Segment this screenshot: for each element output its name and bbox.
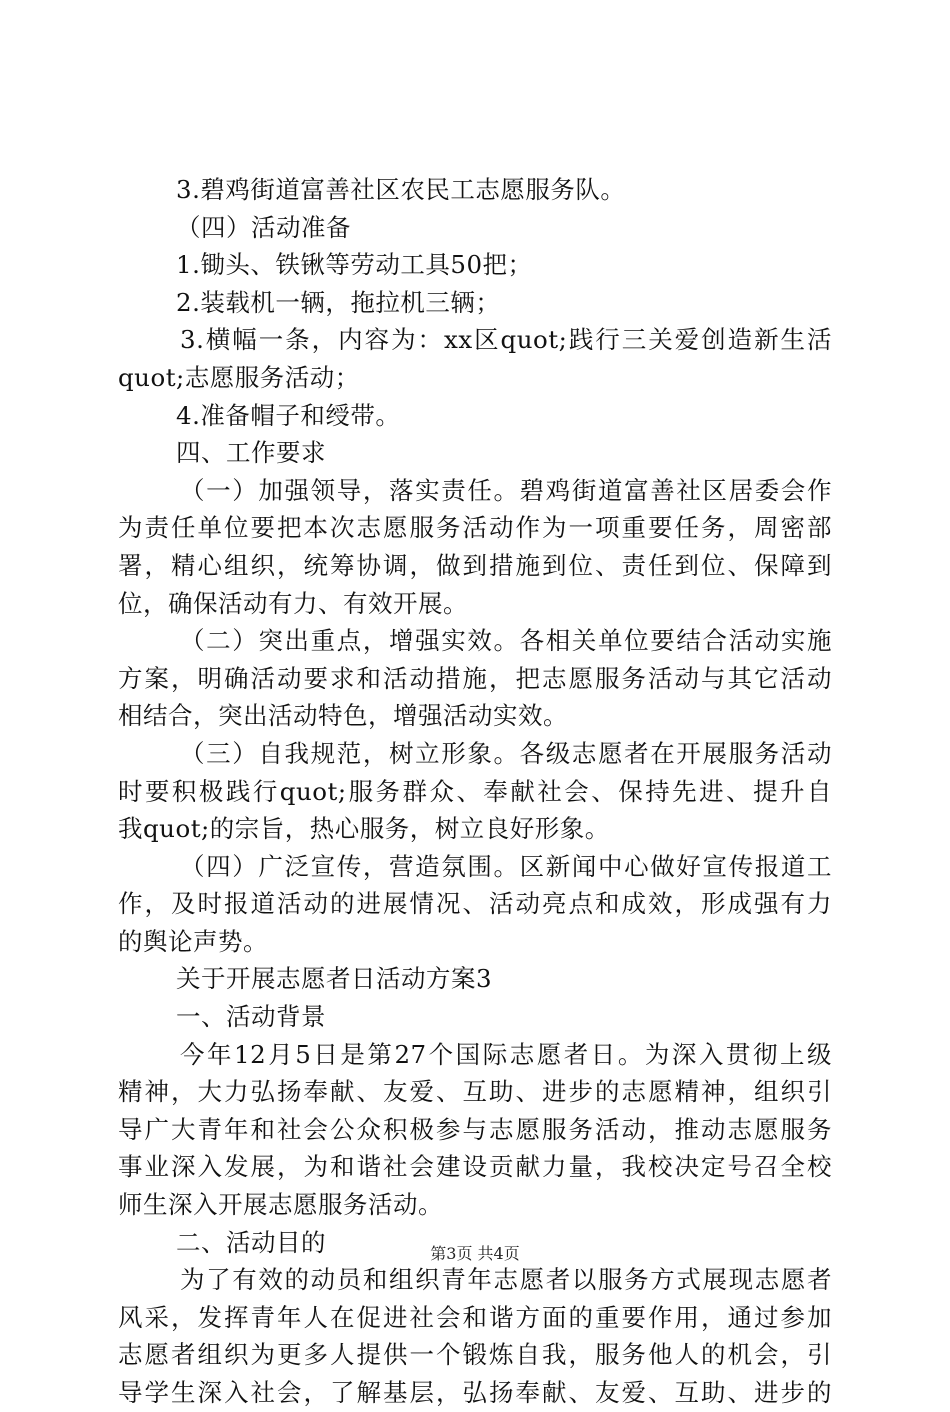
text-line: 署，精心组织，统筹协调，做到措施到位、责任到位、保障到 xyxy=(118,550,832,580)
document-body xyxy=(118,171,832,1412)
text-line: 方案，明确活动要求和活动措施，把志愿服务活动与其它活动 xyxy=(118,663,832,693)
text-line: （四）广泛宣传，营造氛围。区新闻中心做好宣传报道工 xyxy=(180,851,832,881)
section-heading: 一、活动背景 xyxy=(176,1002,326,1032)
text-line: 位，确保活动有力、有效开展。 xyxy=(118,588,468,618)
text-line: 3.碧鸡街道富善社区农民工志愿服务队。 xyxy=(176,175,626,204)
text-line: 时要积极践行quot;服务群众、奉献社会、保持先进、提升自 xyxy=(118,776,832,806)
section-heading: 二、活动目的 xyxy=(176,1227,326,1257)
text-line: quot;志愿服务活动； xyxy=(118,362,360,392)
text-line: （二）突出重点，增强实效。各相关单位要结合活动实施 xyxy=(180,626,832,656)
text-line: 作，及时报道活动的进展情况、活动亮点和成效，形成强有力 xyxy=(118,889,832,919)
text-line: 精神，大力弘扬奉献、友爱、互助、进步的志愿精神，组织引 xyxy=(118,1077,832,1107)
text-line: （三）自我规范，树立形象。各级志愿者在开展服务活动 xyxy=(180,738,832,768)
page-number-footer: 第3页 共4页 xyxy=(430,1244,520,1263)
text-line: （一）加强领导，落实责任。碧鸡街道富善社区居委会作 xyxy=(180,475,832,505)
text-line: 今年12月5日是第27个国际志愿者日。为深入贯彻上级 xyxy=(180,1039,832,1069)
text-line: 相结合，突出活动特色，增强活动实效。 xyxy=(118,701,568,731)
text-line: 为了有效的动员和组织青年志愿者以服务方式展现志愿者 xyxy=(180,1265,832,1295)
text-line: 2.装载机一辆，拖拉机三辆； xyxy=(176,287,501,317)
text-line: 3.横幅一条，内容为：xx区quot;践行三关爱创造新生活 xyxy=(180,325,832,355)
document-title: 关于开展志愿者日活动方案3 xyxy=(176,964,493,994)
section-heading: （四）活动准备 xyxy=(176,212,351,242)
text-line: 我quot;的宗旨，热心服务，树立良好形象。 xyxy=(118,814,610,844)
text-line: 事业深入发展，为和谐社会建设贡献力量，我校决定号召全校 xyxy=(118,1152,832,1182)
text-line: 志愿者组织为更多人提供一个锻炼自我，服务他人的机会，引 xyxy=(118,1340,832,1370)
text-line: 风采，发挥青年人在促进社会和谐方面的重要作用，通过参加 xyxy=(118,1302,832,1332)
text-line: 1.锄头、铁锹等劳动工具50把； xyxy=(176,250,533,280)
text-line: 导学生深入社会，了解基层，弘扬奉献、友爱、互助、进步的 xyxy=(118,1378,832,1407)
text-line: 4.准备帽子和绶带。 xyxy=(176,400,401,430)
text-line: 师生深入开展志愿服务活动。 xyxy=(118,1190,443,1220)
text-line: 导广大青年和社会公众积极参与志愿服务活动，推动志愿服务 xyxy=(118,1114,832,1144)
text-line: 为责任单位要把本次志愿服务活动作为一项重要任务，周密部 xyxy=(118,513,832,543)
section-heading: 四、工作要求 xyxy=(176,438,326,468)
text-line: 的舆论声势。 xyxy=(118,926,268,956)
